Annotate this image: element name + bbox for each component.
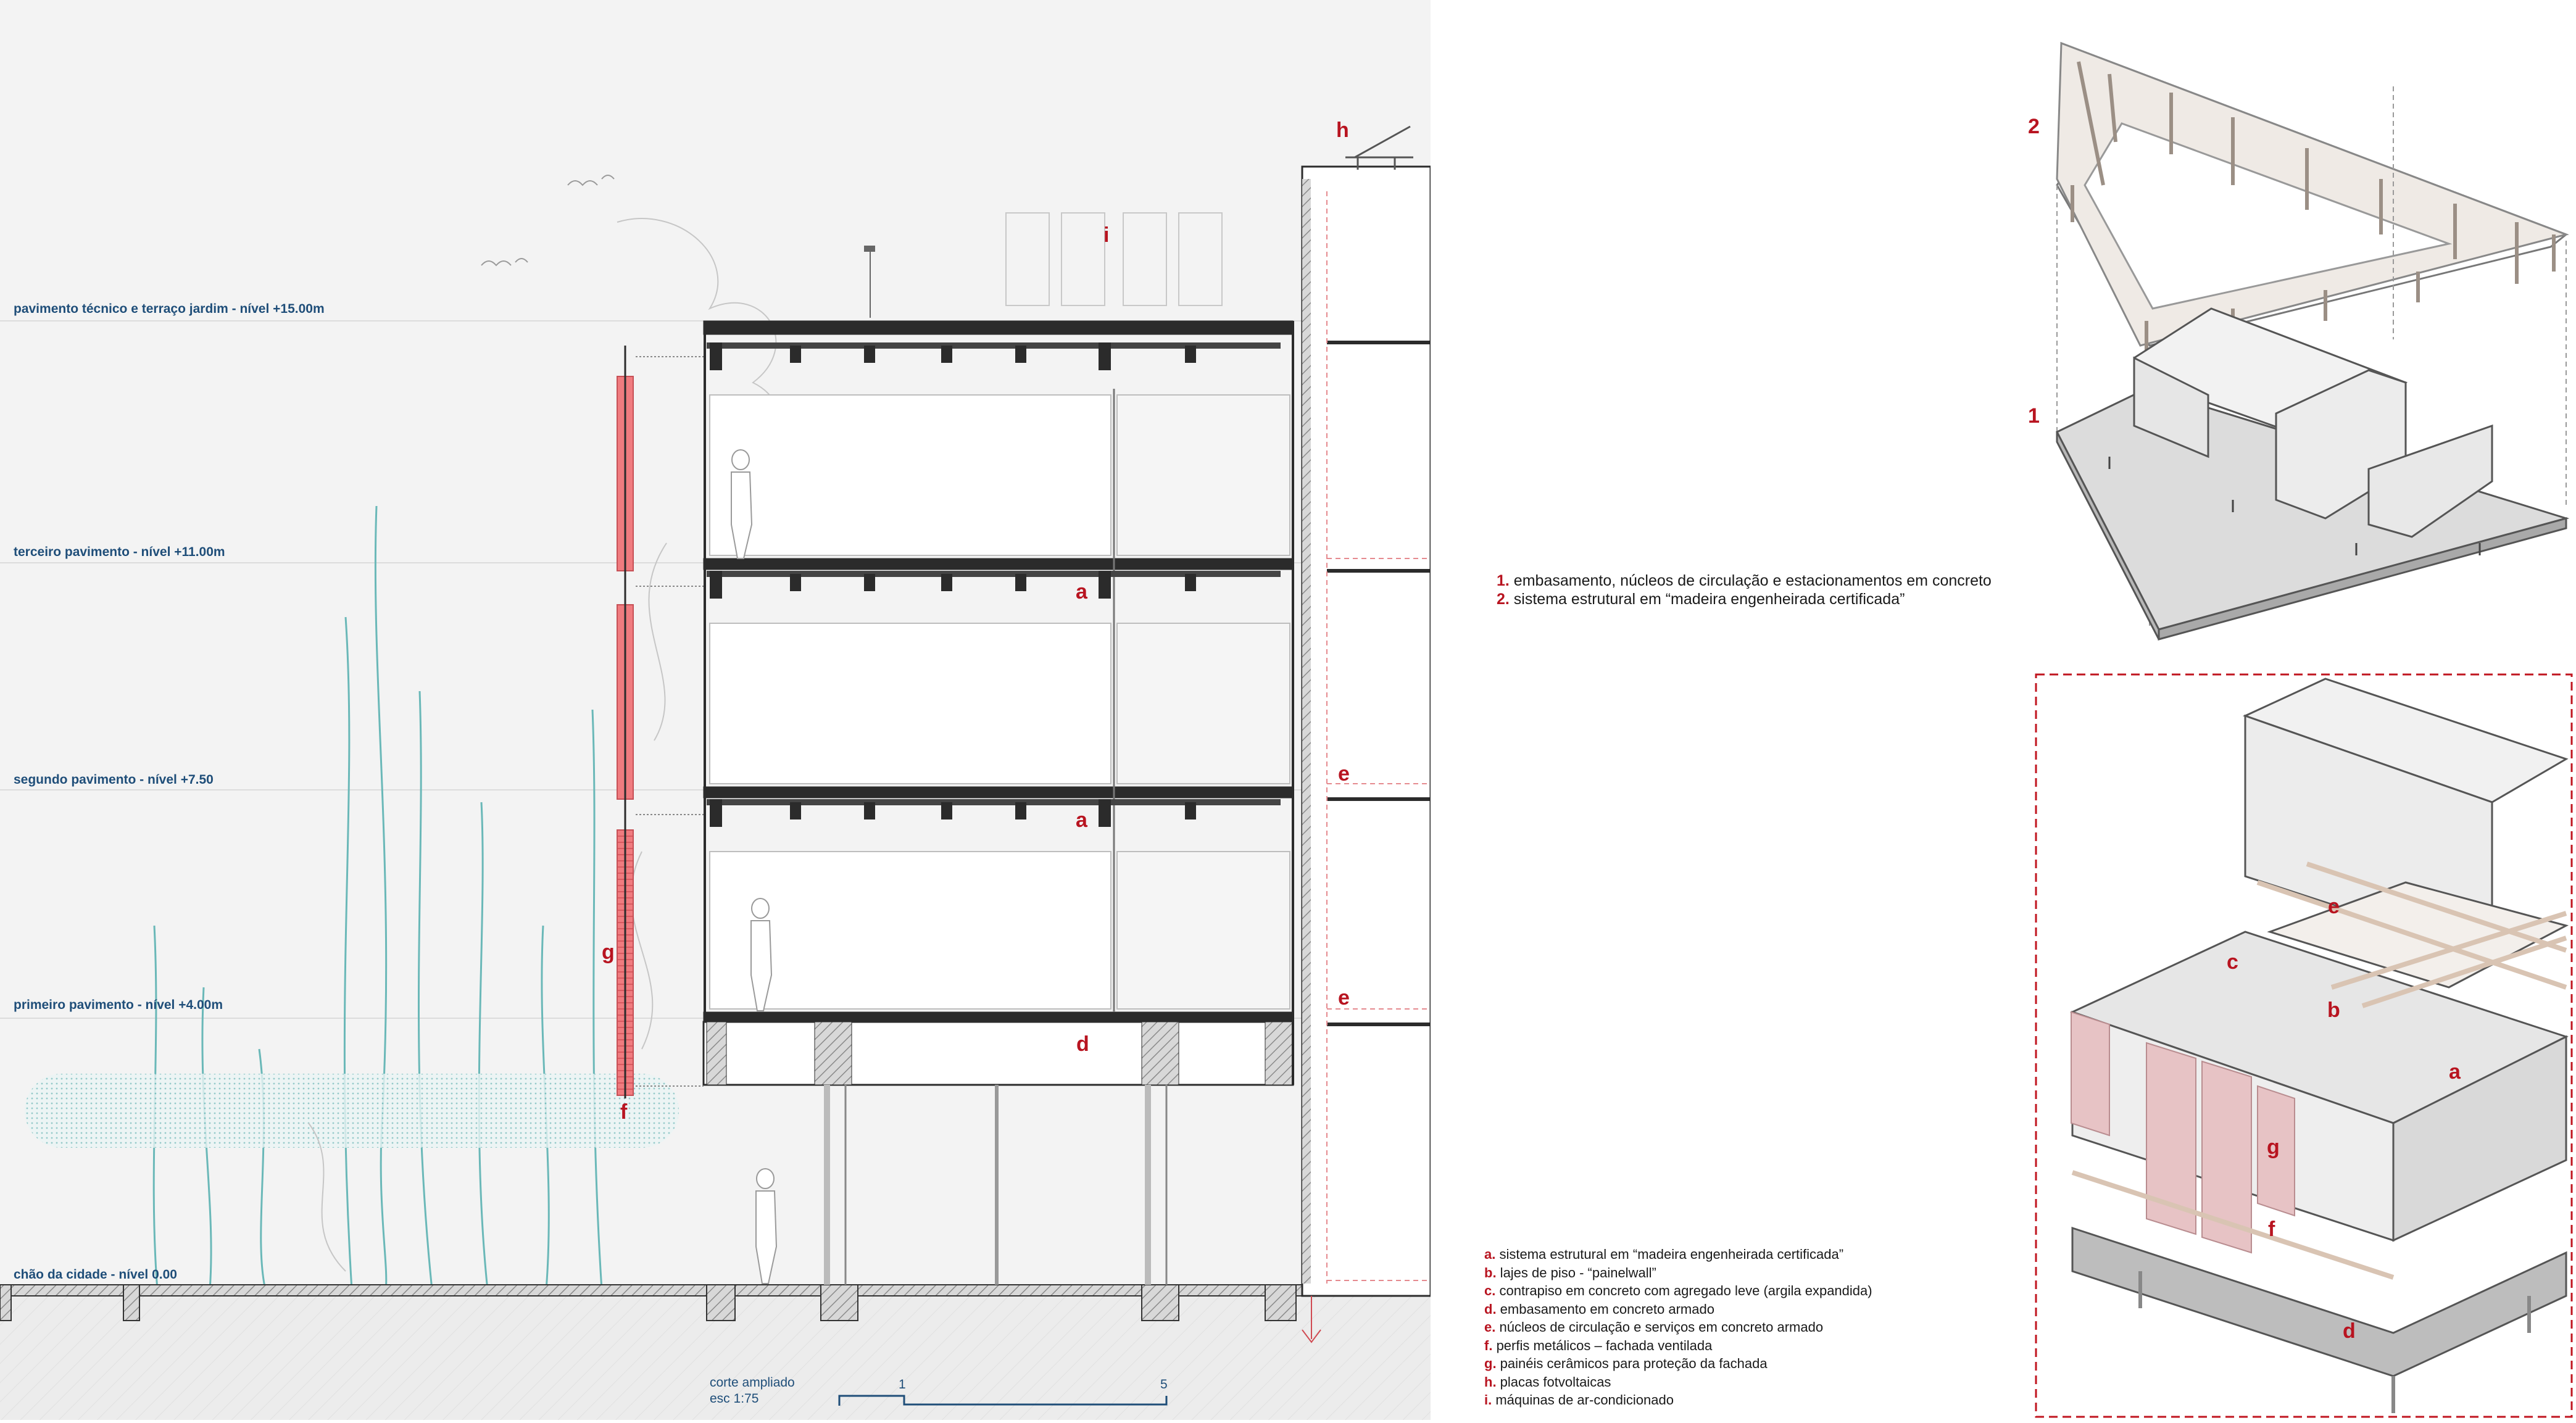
legend-material-item: b. lajes de piso - “painelwall”: [1484, 1264, 1656, 1280]
callout-d: d: [1076, 1032, 1089, 1056]
legend-material-item: g. painéis cerâmicos para proteção da fachada: [1484, 1356, 1768, 1371]
timber-frame-axo: [2057, 43, 2566, 370]
axo-number-1: 1: [2028, 404, 2040, 428]
scale-tick-5: 5: [1160, 1377, 1168, 1392]
concrete-base-axo: [2057, 309, 2566, 639]
axonometric-area: [1431, 0, 2576, 1420]
detail-callout-f: f: [2268, 1218, 2275, 1241]
axo-number-2: 2: [2028, 115, 2040, 138]
interior-rooms: [710, 395, 1290, 1009]
callout-a-third: a: [1076, 580, 1087, 604]
legend-material-item: d. embasamento em concreto armado: [1484, 1301, 1714, 1317]
scale-caption: [710, 1375, 795, 1407]
legend-material-item: e. núcleos de circulação e serviços em concreto armado: [1484, 1319, 1824, 1335]
legend-material-item: f. perfis metálicos – fachada ventilada: [1484, 1337, 1713, 1353]
ground-cover-shrub: [25, 1074, 679, 1148]
legend-system-item: 2. sistema estrutural em “madeira engenheirada certificada”: [1497, 591, 1905, 608]
detail-callout-e: e: [2328, 895, 2340, 918]
callout-i: i: [1103, 223, 1110, 247]
legend-material-item: i. máquinas de ar-condicionado: [1484, 1392, 1674, 1408]
legend-materials: [1484, 1245, 1872, 1409]
callout-f: f: [620, 1100, 628, 1124]
level-label-first-floor: primeiro pavimento - nível +4.00m: [14, 998, 223, 1012]
callout-h: h: [1336, 118, 1349, 142]
level-label-ground: chão da cidade - nível 0.00: [14, 1267, 177, 1282]
circulation-core: [1302, 167, 1431, 1296]
detail-callout-a: a: [2449, 1060, 2461, 1084]
level-label-roof: pavimento técnico e terraço jardim - nível +15.00m: [14, 302, 325, 316]
detail-callout-g: g: [2267, 1135, 2280, 1159]
level-label-third-floor: terceiro pavimento - nível +11.00m: [14, 545, 225, 559]
scale-title: corte ampliado: [710, 1375, 795, 1390]
legend-system-item: 1. embasamento, núcleos de circulação e estacionamentos em concreto: [1497, 572, 1992, 589]
detail-callout-b: b: [2327, 998, 2340, 1022]
detail-callout-d: d: [2343, 1319, 2356, 1343]
legend-material-item: c. contrapiso em concreto com agregado leve (argila expandida): [1484, 1283, 1872, 1298]
scale-tick-1: 1: [899, 1377, 906, 1392]
callout-e-upper: e: [1338, 762, 1350, 786]
detail-callout-c: c: [2227, 950, 2238, 974]
scale-ratio: esc 1:75: [710, 1392, 759, 1406]
axonometric-svg: [1431, 0, 2576, 1420]
callout-g: g: [602, 940, 615, 964]
legend-material-item: a. sistema estrutural em “madeira engenheirada certificada”: [1484, 1247, 1844, 1262]
callout-e-lower: e: [1338, 986, 1350, 1010]
legend-systems: [1497, 571, 1992, 608]
callout-a-second: a: [1076, 808, 1087, 832]
level-label-second-floor: segundo pavimento - nível +7.50: [14, 773, 214, 787]
legend-material-item: h. placas fotvoltaicas: [1484, 1374, 1611, 1390]
